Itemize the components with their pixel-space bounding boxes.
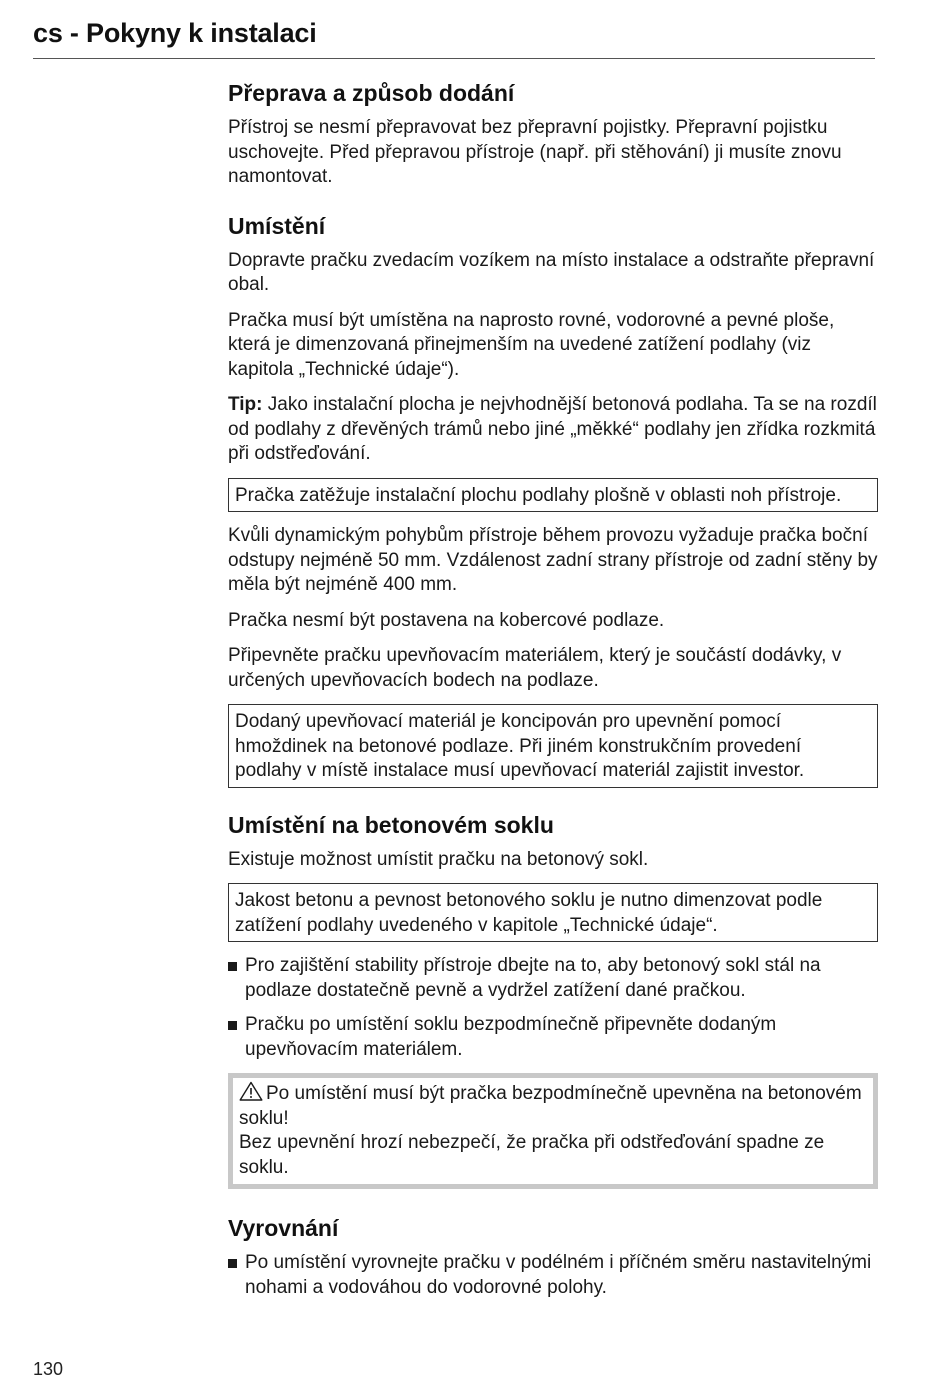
section-concrete-base — [228, 810, 878, 1190]
paragraph: Dopravte pračku zvedacím vozíkem na místo instalace a odstraňte přepravní obal. — [228, 249, 875, 295]
note-text: Dodaný upevňovací materiál je koncipován pro upevnění pomocí hmoždinek na betonové podlaze. Při jiném konstrukčním provedení podlahy v místě instalace musí upevňovací materiál zajistit investor. — [235, 711, 805, 781]
paragraph: Přístroj se nesmí přepravovat bez přepravní pojistky. Přepravní pojistku uschovejte. Před přepravou přístroje (např. při stěhování) ji musíte znovu namontovat. — [228, 117, 842, 187]
section-transport — [228, 78, 878, 190]
list-item — [228, 954, 878, 1003]
square-bullet-icon — [228, 962, 237, 971]
bullet-list — [228, 1251, 878, 1300]
tip-label: Tip: — [228, 394, 263, 415]
square-bullet-icon — [228, 1259, 237, 1268]
header-divider — [33, 58, 875, 59]
paragraph: Připevněte pračku upevňovacím materiálem, který je součástí dodávky, v určených upevňovacích bodech na podlaze. — [228, 645, 842, 691]
list-item-text: Pračku po umístění soklu bezpodmínečně připevněte dodaným upevňovacím materiálem. — [245, 1014, 777, 1060]
section-heading: Přeprava a způsob dodání — [228, 80, 515, 106]
square-bullet-icon — [228, 1021, 237, 1030]
bullet-list — [228, 954, 878, 1062]
warning-text: Bez upevnění hrozí nebezpečí, že pračka při odstřeďování spadne ze soklu. — [239, 1132, 825, 1178]
page-content — [228, 78, 878, 1311]
section-heading: Umístění na betonovém soklu — [228, 811, 554, 838]
paragraph: Pračka musí být umístěna na naprosto rovné, vodorovné a pevné ploše, která je dimenzovaná přinejmenším na uvedené zatížení podlahy (viz kapitola „Technické údaje“). — [228, 309, 835, 380]
note-box — [228, 883, 878, 942]
note-box — [228, 704, 878, 788]
section-leveling — [228, 1213, 878, 1300]
paragraph: Pračka nesmí být postavena na kobercové podlaze. — [228, 609, 665, 631]
list-item — [228, 1251, 878, 1300]
tip-paragraph — [228, 393, 878, 467]
section-placement — [228, 211, 878, 788]
note-text: Jakost betonu a pevnost betonového soklu je nutno dimenzovat podle zatížení podlahy uvedeného v kapitole „Technické údaje“. — [235, 890, 823, 936]
paragraph: Kvůli dynamickým pohybům přístroje během provozu vyžaduje pračka boční odstupy nejméně 50 mm. Vzdálenost zadní strany přístroje od zadní stěny by měla být nejméně 400 mm. — [228, 525, 878, 595]
page-header-title: cs - Pokyny k instalaci — [33, 18, 317, 48]
note-box — [228, 478, 878, 513]
section-heading: Vyrovnání — [228, 1215, 339, 1241]
warning-box — [228, 1073, 878, 1189]
warning-triangle-icon — [239, 1081, 263, 1101]
list-item-text: Po umístění vyrovnejte pračku v podélném i příčném směru nastavitelnými nohami a vodováhou do vodorovné polohy. — [245, 1252, 872, 1298]
page-number: 130 — [33, 1359, 64, 1379]
tip-text: Jako instalační plocha je nejvhodnější betonová podlaha. Ta se na rozdíl od podlahy z dřevěných trámů nebo jiné „měkké“ podlahy jen zřídka rozkmitá při odstřeďování. — [228, 394, 877, 464]
list-item-text: Pro zajištění stability přístroje dbejte na to, aby betonový sokl stál na podlaze dostatečně pevně a vydržel zatížení dané pračkou. — [245, 955, 821, 1001]
section-heading: Umístění — [228, 212, 326, 239]
note-text: Pračka zatěžuje instalační plochu podlahy plošně v oblasti noh přístroje. — [235, 484, 842, 506]
warning-text: Po umístění musí být pračka bezpodmínečně upevněna na betonovém soklu! — [239, 1083, 862, 1129]
paragraph: Existuje možnost umístit pračku na betonový sokl. — [228, 848, 649, 870]
list-item — [228, 1013, 878, 1062]
